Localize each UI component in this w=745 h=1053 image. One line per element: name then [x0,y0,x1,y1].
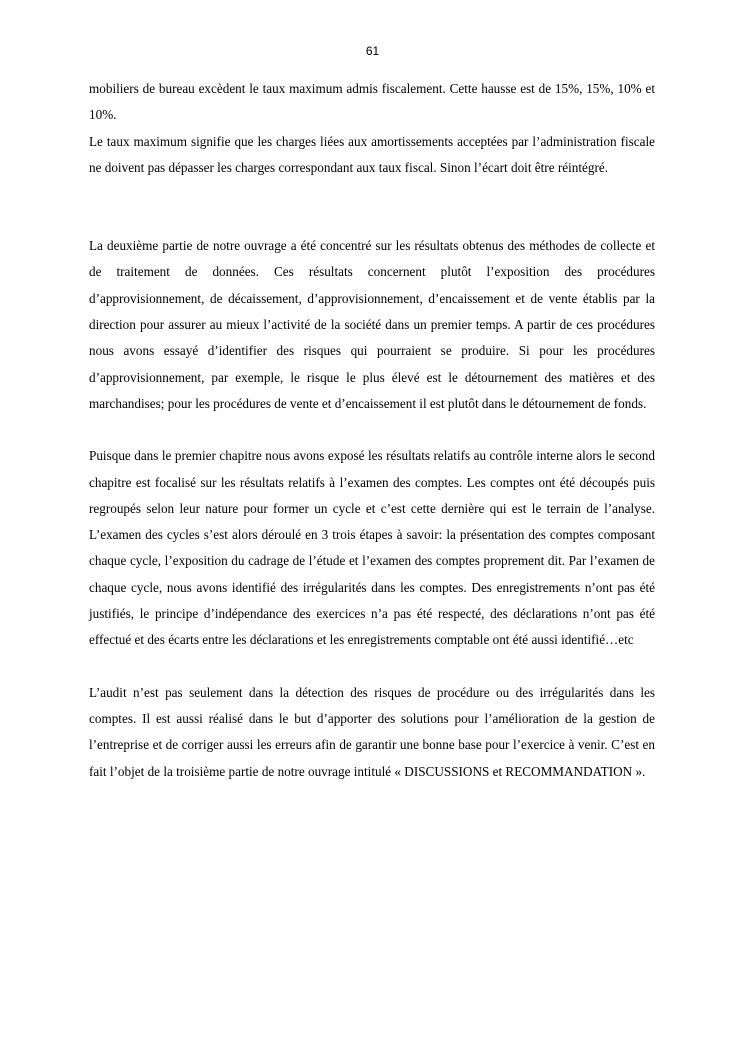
body-text [89,76,655,785]
spacer [89,181,655,233]
paragraph-1: mobiliers de bureau excèdent le taux maximum admis fiscalement. Cette hausse est de 15%, 15%, 10% et 10%. [89,81,655,123]
page-number: 61 [365,44,380,58]
paragraph-5: L’audit n’est pas seulement dans la détection des risques de procédure ou des irrégularités dans les comptes. Il est aussi réalisé dans le but d’apporter des solutions pour l’amélioration de la gestion de l’entreprise et de corriger aussi les erreurs afin de garantir une bonne base pour l’exercice à venir. C’est en fait l’objet de la troisième partie de notre ouvrage intitulé « DISCUSSIONS et RECOMMANDATION ». [89,684,655,779]
spacer [89,417,655,443]
paragraph-4: Puisque dans le premier chapitre nous avons exposé les résultats relatifs au contrôle interne alors le second chapitre est focalisé sur les résultats relatifs à l’examen des comptes. Les comptes ont été découpés puis regroupés selon leur nature pour former un cycle et c’est cette dernière qui est le terrain de l’analyse. L’examen des cycles s’est alors déroulé en 3 trois étapes à savoir: la présentation des comptes composant chaque cycle, l’exposition du cadrage de l’étude et l’examen des comptes proprement dit. Par l’examen de chaque cycle, nous avons identifié des irrégularités dans les comptes. Des enregistrements n’ont pas été justifiés, le principe d’indépendance des exercices n’a pas été respecté, des déclarations n’ont pas été effectué et des écarts entre les déclarations et les enregistrements comptable ont été aussi identifié…etc [89,448,655,648]
paragraph-2: Le taux maximum signifie que les charges liées aux amortissements acceptées par l’administration fiscale ne doivent pas dépasser les charges correspondant aux taux fiscal. Sinon l’écart doit être réintégré. [89,133,655,175]
spacer [89,654,655,680]
paragraph-3: La deuxième partie de notre ouvrage a été concentré sur les résultats obtenus des méthodes de collecte et de traitement de données. Ces résultats concernent plutôt l’exposition des procédures d’approvisionnement, de décaissement, d’approvisionnement, d’encaissement et de vente établis par la direction pour assurer au mieux l’activité de la société dans un premier temps. A partir de ces procédures nous avons essayé d’identifier des risques qui pourraient se produire. Si pour les procédures d’approvisionnement, par exemple, le risque le plus élevé est le détournement des matières et des marchandises; pour les procédures de vente et d’encaissement il est plutôt dans le détournement de fonds. [89,238,655,411]
